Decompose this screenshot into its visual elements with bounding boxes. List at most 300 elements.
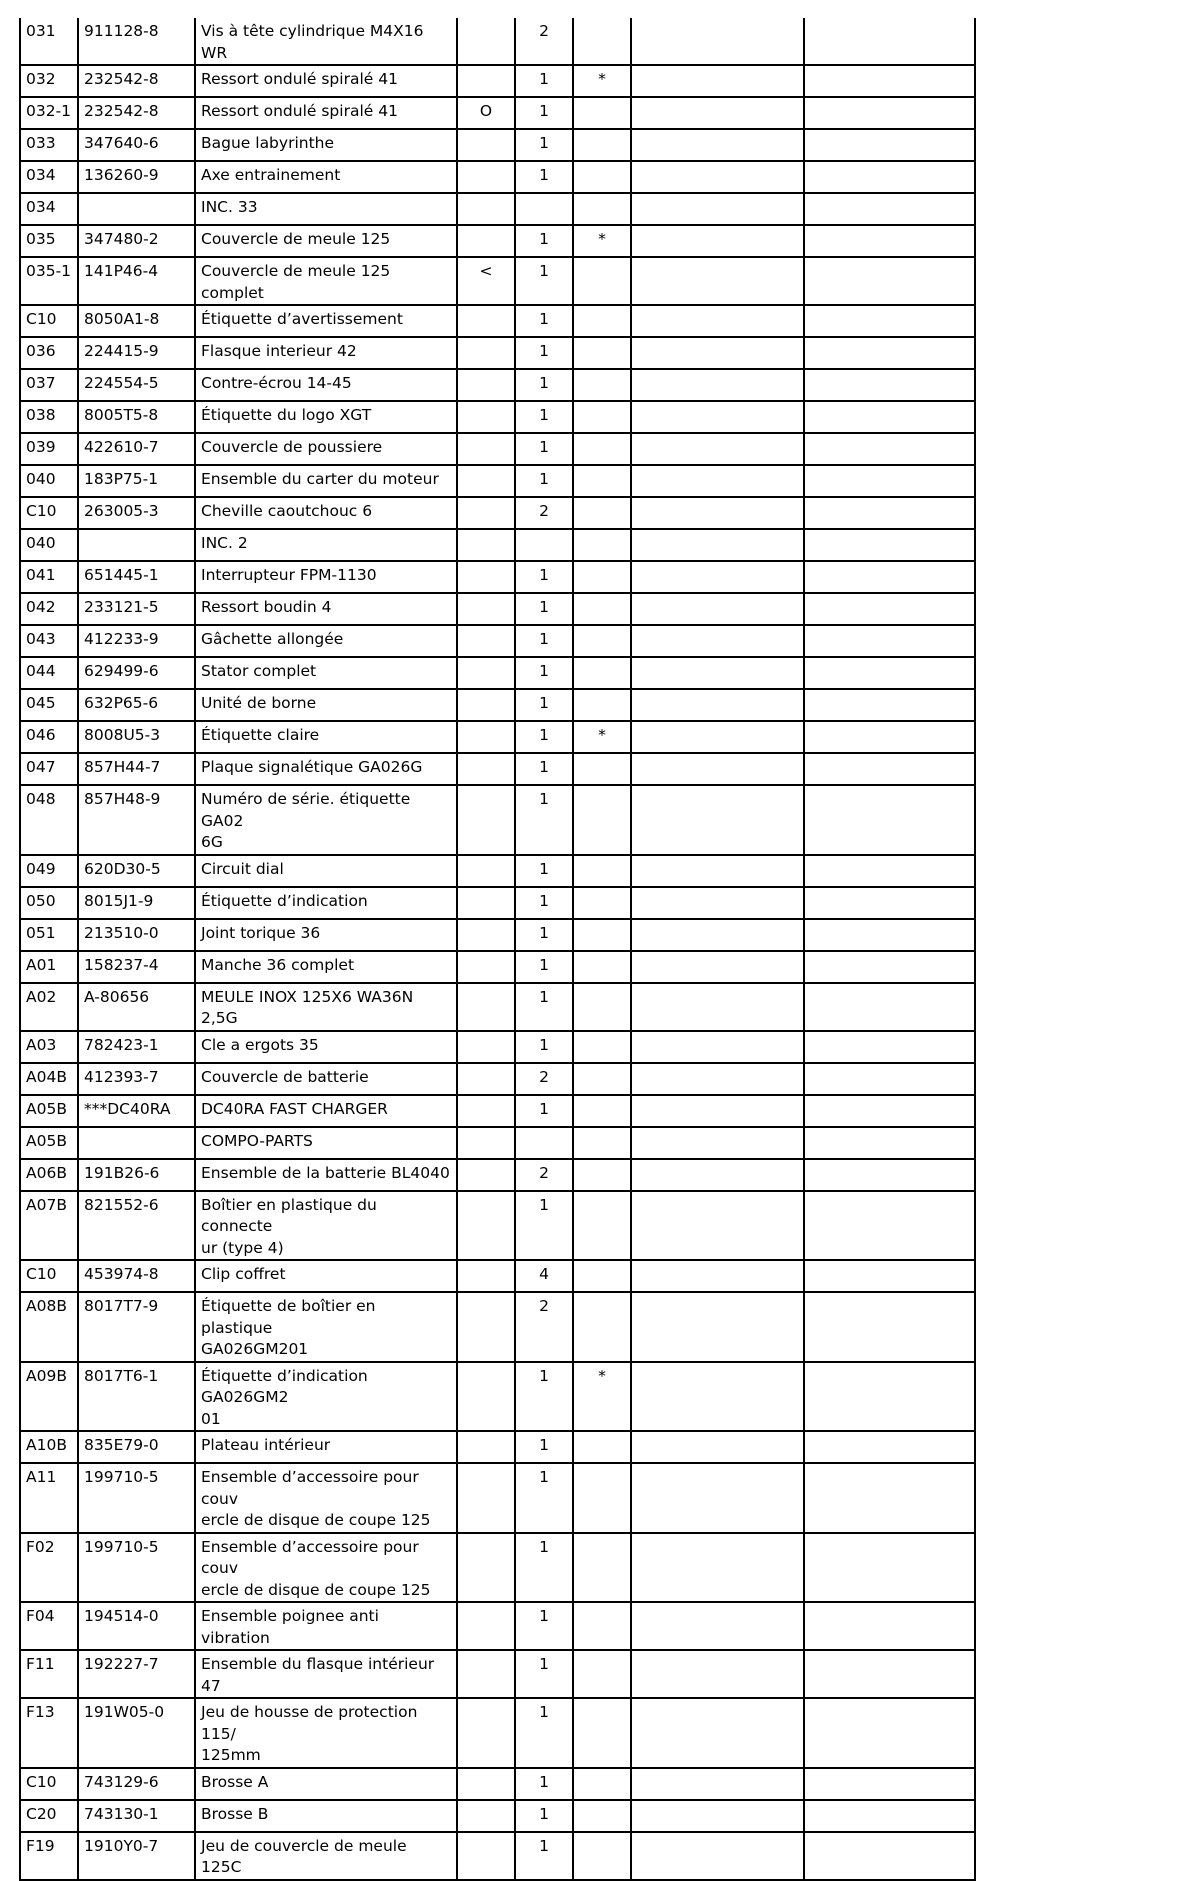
flag-cell	[457, 225, 515, 257]
table-row	[20, 1768, 975, 1800]
quantity-cell: 1	[515, 887, 573, 919]
mark-cell	[573, 1832, 631, 1880]
flag-cell: O	[457, 97, 515, 129]
item-number-cell: 035-1	[20, 257, 78, 305]
description-cell: Jeu de housse de protection 115/ 125mm	[195, 1698, 457, 1768]
flag-cell	[457, 1698, 515, 1768]
description-cell: Brosse A	[195, 1768, 457, 1800]
description-cell: Jeu de couvercle de meule 125C	[195, 1832, 457, 1880]
quantity-cell: 2	[515, 497, 573, 529]
quantity-cell: 1	[515, 1191, 573, 1261]
note-cell	[631, 225, 804, 257]
flag-cell	[457, 129, 515, 161]
item-number-cell: A02	[20, 983, 78, 1031]
description-cell: Cle a ergots 35	[195, 1031, 457, 1063]
description-cell: Ensemble d’accessoire pour couv ercle de disque de coupe 125	[195, 1463, 457, 1533]
part-number-cell: 224415-9	[78, 337, 195, 369]
description-cell: Ressort ondulé spiralé 41	[195, 97, 457, 129]
note-cell	[631, 433, 804, 465]
part-number-cell: 857H48-9	[78, 785, 195, 855]
part-number-cell: 453974-8	[78, 1260, 195, 1292]
mark-cell	[573, 1800, 631, 1832]
part-number-cell: 422610-7	[78, 433, 195, 465]
part-number-cell: 911128-8	[78, 18, 195, 65]
note-cell	[804, 1800, 975, 1832]
note-cell	[631, 1768, 804, 1800]
quantity-cell: 1	[515, 465, 573, 497]
note-cell	[631, 1159, 804, 1191]
mark-cell	[573, 951, 631, 983]
note-cell	[631, 401, 804, 433]
quantity-cell: 1	[515, 855, 573, 887]
table-row	[20, 1063, 975, 1095]
part-number-cell: 8017T6-1	[78, 1362, 195, 1432]
part-number-cell: 8017T7-9	[78, 1292, 195, 1362]
flag-cell: <	[457, 257, 515, 305]
part-number-cell: 347480-2	[78, 225, 195, 257]
table-row	[20, 721, 975, 753]
mark-cell	[573, 561, 631, 593]
note-cell	[631, 1602, 804, 1650]
flag-cell	[457, 433, 515, 465]
table-row	[20, 193, 975, 225]
description-cell: Ensemble poignee anti vibration	[195, 1602, 457, 1650]
note-cell	[631, 305, 804, 337]
part-number-cell: 743129-6	[78, 1768, 195, 1800]
part-number-cell: 199710-5	[78, 1463, 195, 1533]
part-number-cell	[78, 1127, 195, 1159]
flag-cell	[457, 1191, 515, 1261]
part-number-cell	[78, 193, 195, 225]
note-cell	[804, 753, 975, 785]
description-cell: Manche 36 complet	[195, 951, 457, 983]
note-cell	[804, 465, 975, 497]
flag-cell	[457, 561, 515, 593]
mark-cell: *	[573, 65, 631, 97]
description-cell: Stator complet	[195, 657, 457, 689]
mark-cell	[573, 657, 631, 689]
part-number-cell: 263005-3	[78, 497, 195, 529]
description-cell: Axe entrainement	[195, 161, 457, 193]
item-number-cell: 034	[20, 161, 78, 193]
mark-cell	[573, 1431, 631, 1463]
note-cell	[631, 1260, 804, 1292]
quantity-cell: 1	[515, 1031, 573, 1063]
quantity-cell: 1	[515, 1362, 573, 1432]
description-cell: Ensemble du carter du moteur	[195, 465, 457, 497]
mark-cell	[573, 1602, 631, 1650]
note-cell	[631, 561, 804, 593]
note-cell	[804, 721, 975, 753]
flag-cell	[457, 369, 515, 401]
table-row	[20, 497, 975, 529]
flag-cell	[457, 1800, 515, 1832]
note-cell	[631, 689, 804, 721]
parts-list-table	[19, 18, 976, 1881]
note-cell	[804, 1650, 975, 1698]
table-row	[20, 593, 975, 625]
item-number-cell: F02	[20, 1533, 78, 1603]
part-number-cell: 141P46-4	[78, 257, 195, 305]
description-cell: Couvercle de poussiere	[195, 433, 457, 465]
flag-cell	[457, 1159, 515, 1191]
description-cell: Joint torique 36	[195, 919, 457, 951]
item-number-cell: F19	[20, 1832, 78, 1880]
part-number-cell: 191W05-0	[78, 1698, 195, 1768]
note-cell	[804, 1602, 975, 1650]
quantity-cell: 1	[515, 433, 573, 465]
part-number-cell: 192227-7	[78, 1650, 195, 1698]
mark-cell	[573, 785, 631, 855]
part-number-cell: 412233-9	[78, 625, 195, 657]
quantity-cell: 1	[515, 657, 573, 689]
quantity-cell: 4	[515, 1260, 573, 1292]
note-cell	[804, 161, 975, 193]
part-number-cell: 835E79-0	[78, 1431, 195, 1463]
quantity-cell: 1	[515, 753, 573, 785]
flag-cell	[457, 465, 515, 497]
table-row	[20, 657, 975, 689]
mark-cell	[573, 1533, 631, 1603]
flag-cell	[457, 689, 515, 721]
table-row	[20, 689, 975, 721]
description-cell: Étiquette d’indication GA026GM2 01	[195, 1362, 457, 1432]
mark-cell	[573, 1127, 631, 1159]
part-number-cell: 347640-6	[78, 129, 195, 161]
mark-cell	[573, 855, 631, 887]
description-cell: Étiquette du logo XGT	[195, 401, 457, 433]
note-cell	[804, 1095, 975, 1127]
table-row	[20, 983, 975, 1031]
part-number-cell: A-80656	[78, 983, 195, 1031]
flag-cell	[457, 1063, 515, 1095]
flag-cell	[457, 951, 515, 983]
item-number-cell: 039	[20, 433, 78, 465]
quantity-cell: 2	[515, 1292, 573, 1362]
description-cell: Ressort ondulé spiralé 41	[195, 65, 457, 97]
quantity-cell: 1	[515, 689, 573, 721]
item-number-cell: A04B	[20, 1063, 78, 1095]
flag-cell	[457, 1260, 515, 1292]
description-cell: Circuit dial	[195, 855, 457, 887]
description-cell: Couvercle de meule 125 complet	[195, 257, 457, 305]
item-number-cell: 034	[20, 193, 78, 225]
note-cell	[804, 1431, 975, 1463]
item-number-cell: C10	[20, 1768, 78, 1800]
flag-cell	[457, 983, 515, 1031]
description-cell: Couvercle de meule 125	[195, 225, 457, 257]
part-number-cell: 8015J1-9	[78, 887, 195, 919]
note-cell	[631, 18, 804, 65]
description-cell: Ensemble du flasque intérieur 47	[195, 1650, 457, 1698]
note-cell	[804, 1768, 975, 1800]
note-cell	[631, 1362, 804, 1432]
table-row	[20, 161, 975, 193]
table-row	[20, 1832, 975, 1880]
description-cell: Étiquette claire	[195, 721, 457, 753]
note-cell	[631, 1431, 804, 1463]
note-cell	[631, 785, 804, 855]
note-cell	[804, 337, 975, 369]
quantity-cell: 1	[515, 561, 573, 593]
table-row	[20, 1698, 975, 1768]
quantity-cell: 1	[515, 1650, 573, 1698]
note-cell	[631, 97, 804, 129]
flag-cell	[457, 1533, 515, 1603]
note-cell	[804, 1698, 975, 1768]
mark-cell	[573, 1260, 631, 1292]
mark-cell	[573, 1650, 631, 1698]
mark-cell	[573, 369, 631, 401]
flag-cell	[457, 65, 515, 97]
part-number-cell: 232542-8	[78, 97, 195, 129]
note-cell	[804, 529, 975, 561]
note-cell	[804, 305, 975, 337]
mark-cell	[573, 1095, 631, 1127]
part-number-cell: 233121-5	[78, 593, 195, 625]
description-cell: INC. 33	[195, 193, 457, 225]
item-number-cell: 044	[20, 657, 78, 689]
description-cell: Ressort boudin 4	[195, 593, 457, 625]
flag-cell	[457, 18, 515, 65]
note-cell	[631, 1650, 804, 1698]
quantity-cell: 2	[515, 18, 573, 65]
mark-cell	[573, 497, 631, 529]
description-cell: Cheville caoutchouc 6	[195, 497, 457, 529]
description-cell: Plateau intérieur	[195, 1431, 457, 1463]
mark-cell	[573, 1292, 631, 1362]
note-cell	[631, 721, 804, 753]
quantity-cell: 1	[515, 1602, 573, 1650]
flag-cell	[457, 193, 515, 225]
table-row	[20, 1533, 975, 1603]
quantity-cell: 1	[515, 625, 573, 657]
note-cell	[631, 919, 804, 951]
description-cell: COMPO-PARTS	[195, 1127, 457, 1159]
quantity-cell: 1	[515, 785, 573, 855]
flag-cell	[457, 593, 515, 625]
item-number-cell: A07B	[20, 1191, 78, 1261]
item-number-cell: A03	[20, 1031, 78, 1063]
part-number-cell: 857H44-7	[78, 753, 195, 785]
item-number-cell: 035	[20, 225, 78, 257]
item-number-cell: 045	[20, 689, 78, 721]
flag-cell	[457, 887, 515, 919]
item-number-cell: 037	[20, 369, 78, 401]
flag-cell	[457, 1431, 515, 1463]
note-cell	[804, 657, 975, 689]
flag-cell	[457, 1127, 515, 1159]
part-number-cell: 821552-6	[78, 1191, 195, 1261]
table-row	[20, 225, 975, 257]
table-row	[20, 369, 975, 401]
table-row	[20, 1260, 975, 1292]
note-cell	[804, 1063, 975, 1095]
table-row	[20, 951, 975, 983]
quantity-cell: 1	[515, 401, 573, 433]
note-cell	[631, 529, 804, 561]
item-number-cell: A11	[20, 1463, 78, 1533]
mark-cell: *	[573, 1362, 631, 1432]
description-cell: DC40RA FAST CHARGER	[195, 1095, 457, 1127]
description-cell: Flasque interieur 42	[195, 337, 457, 369]
table-row	[20, 1431, 975, 1463]
quantity-cell: 1	[515, 1095, 573, 1127]
description-cell: Contre-écrou 14-45	[195, 369, 457, 401]
table-row	[20, 433, 975, 465]
note-cell	[631, 1533, 804, 1603]
part-number-cell: 232542-8	[78, 65, 195, 97]
note-cell	[804, 497, 975, 529]
flag-cell	[457, 305, 515, 337]
flag-cell	[457, 625, 515, 657]
note-cell	[631, 369, 804, 401]
note-cell	[631, 753, 804, 785]
note-cell	[804, 951, 975, 983]
mark-cell	[573, 625, 631, 657]
table-row	[20, 529, 975, 561]
note-cell	[804, 1362, 975, 1432]
flag-cell	[457, 1602, 515, 1650]
table-row	[20, 1292, 975, 1362]
quantity-cell: 1	[515, 721, 573, 753]
item-number-cell: F04	[20, 1602, 78, 1650]
flag-cell	[457, 1292, 515, 1362]
mark-cell	[573, 1159, 631, 1191]
item-number-cell: 036	[20, 337, 78, 369]
table-row	[20, 1095, 975, 1127]
flag-cell	[457, 1095, 515, 1127]
item-number-cell: F11	[20, 1650, 78, 1698]
description-cell: Numéro de série. étiquette GA02 6G	[195, 785, 457, 855]
note-cell	[804, 1533, 975, 1603]
note-cell	[804, 689, 975, 721]
table-row	[20, 919, 975, 951]
part-number-cell: 213510-0	[78, 919, 195, 951]
flag-cell	[457, 1031, 515, 1063]
note-cell	[804, 1260, 975, 1292]
item-number-cell: 031	[20, 18, 78, 65]
item-number-cell: 032	[20, 65, 78, 97]
part-number-cell: 412393-7	[78, 1063, 195, 1095]
quantity-cell: 1	[515, 1463, 573, 1533]
note-cell	[804, 1159, 975, 1191]
mark-cell	[573, 97, 631, 129]
quantity-cell: 1	[515, 337, 573, 369]
part-number-cell: 8050A1-8	[78, 305, 195, 337]
mark-cell	[573, 753, 631, 785]
quantity-cell: 1	[515, 1800, 573, 1832]
item-number-cell: 038	[20, 401, 78, 433]
mark-cell	[573, 689, 631, 721]
note-cell	[631, 1832, 804, 1880]
flag-cell	[457, 785, 515, 855]
table-row	[20, 887, 975, 919]
note-cell	[804, 625, 975, 657]
item-number-cell: A05B	[20, 1095, 78, 1127]
table-row	[20, 1602, 975, 1650]
note-cell	[804, 401, 975, 433]
mark-cell	[573, 433, 631, 465]
quantity-cell: 1	[515, 1533, 573, 1603]
item-number-cell: C10	[20, 305, 78, 337]
table-row	[20, 305, 975, 337]
note-cell	[804, 1127, 975, 1159]
table-row	[20, 1362, 975, 1432]
note-cell	[804, 433, 975, 465]
mark-cell	[573, 257, 631, 305]
note-cell	[804, 65, 975, 97]
mark-cell	[573, 161, 631, 193]
table-row	[20, 401, 975, 433]
note-cell	[631, 625, 804, 657]
table-row	[20, 129, 975, 161]
note-cell	[631, 337, 804, 369]
part-number-cell: 782423-1	[78, 1031, 195, 1063]
part-number-cell: 158237-4	[78, 951, 195, 983]
note-cell	[631, 1463, 804, 1533]
note-cell	[631, 657, 804, 689]
flag-cell	[457, 753, 515, 785]
table-row	[20, 65, 975, 97]
description-cell: Interrupteur FPM-1130	[195, 561, 457, 593]
mark-cell	[573, 983, 631, 1031]
description-cell: INC. 2	[195, 529, 457, 561]
table-row	[20, 1159, 975, 1191]
item-number-cell: 033	[20, 129, 78, 161]
note-cell	[631, 1800, 804, 1832]
table-row	[20, 18, 975, 65]
note-cell	[804, 225, 975, 257]
flag-cell	[457, 1768, 515, 1800]
note-cell	[631, 1698, 804, 1768]
mark-cell	[573, 1031, 631, 1063]
part-number-cell: 629499-6	[78, 657, 195, 689]
quantity-cell: 1	[515, 951, 573, 983]
part-number-cell: 224554-5	[78, 369, 195, 401]
quantity-cell: 1	[515, 983, 573, 1031]
note-cell	[804, 593, 975, 625]
description-cell: Ensemble de la batterie BL4040	[195, 1159, 457, 1191]
flag-cell	[457, 721, 515, 753]
table-row	[20, 97, 975, 129]
parts-table-body	[20, 18, 975, 1880]
description-cell: MEULE INOX 125X6 WA36N 2,5G	[195, 983, 457, 1031]
flag-cell	[457, 529, 515, 561]
quantity-cell: 1	[515, 1698, 573, 1768]
flag-cell	[457, 919, 515, 951]
item-number-cell: A05B	[20, 1127, 78, 1159]
mark-cell	[573, 305, 631, 337]
part-number-cell: 191B26-6	[78, 1159, 195, 1191]
part-number-cell: 136260-9	[78, 161, 195, 193]
part-number-cell: 1910Y0-7	[78, 1832, 195, 1880]
quantity-cell: 1	[515, 161, 573, 193]
note-cell	[631, 193, 804, 225]
quantity-cell: 1	[515, 305, 573, 337]
note-cell	[804, 1832, 975, 1880]
item-number-cell: 048	[20, 785, 78, 855]
note-cell	[631, 593, 804, 625]
note-cell	[804, 1292, 975, 1362]
item-number-cell: A06B	[20, 1159, 78, 1191]
quantity-cell: 1	[515, 1768, 573, 1800]
mark-cell	[573, 1698, 631, 1768]
item-number-cell: 051	[20, 919, 78, 951]
note-cell	[804, 561, 975, 593]
part-number-cell: 632P65-6	[78, 689, 195, 721]
flag-cell	[457, 1463, 515, 1533]
